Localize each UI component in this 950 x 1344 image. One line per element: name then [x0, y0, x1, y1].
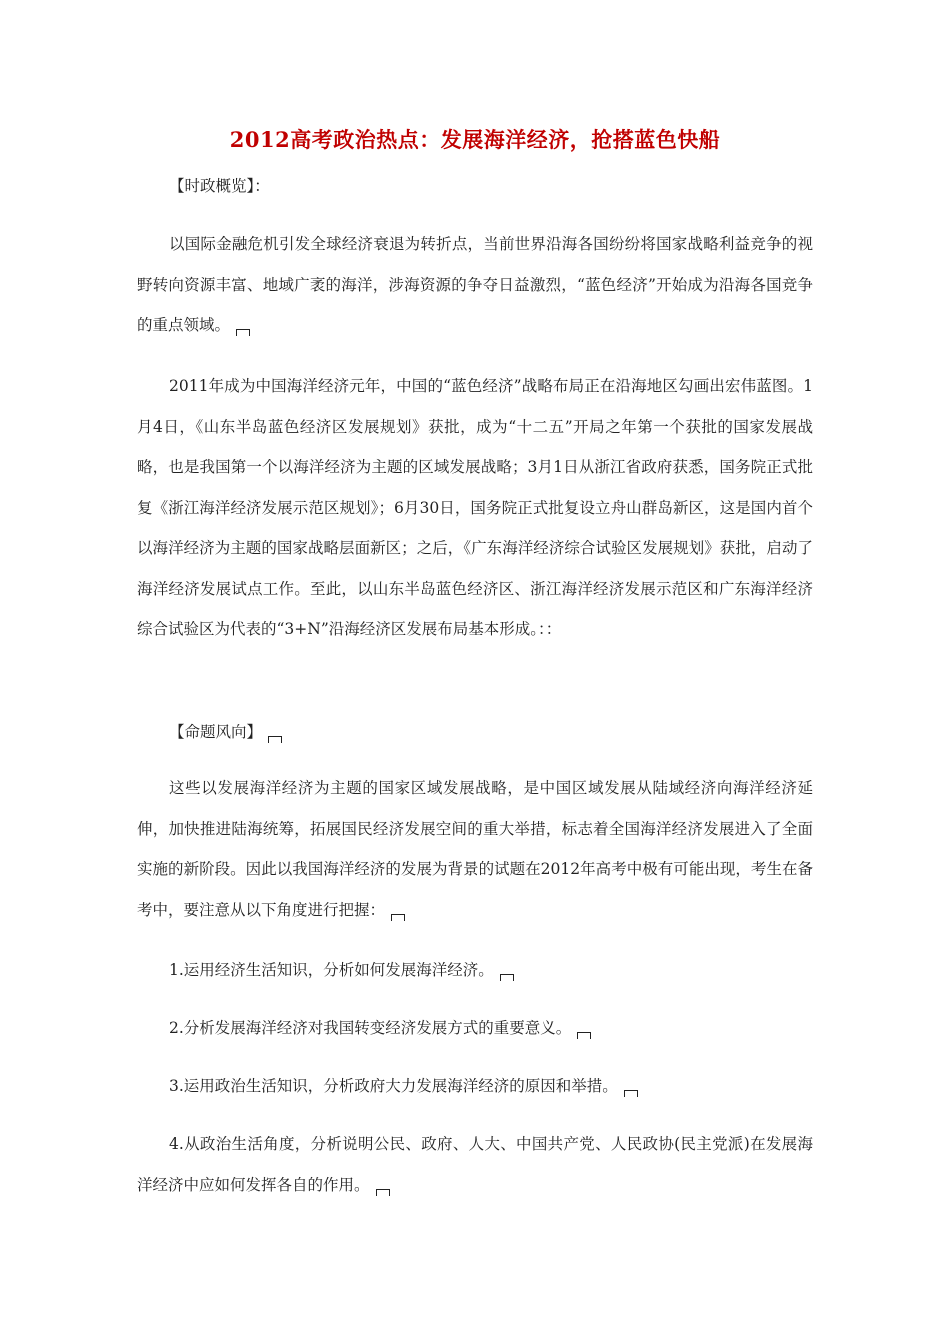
paragraph-mark-icon — [236, 329, 250, 336]
list-item-4: 4.从政治生活角度，分析说明公民、政府、人大、中国共产党、人民政协(民主党派)在发展海洋经济中应如何发挥各自的作用。 — [137, 1135, 813, 1194]
document-title: 2012高考政治热点：发展海洋经济，抢搭蓝色快船 — [229, 127, 721, 152]
paragraph-overview-2: 2011年成为中国海洋经济元年，中国的“蓝色经济”战略布局正在沿海地区勾画出宏伟蓝图。1月4日，《山东半岛蓝色经济区发展规划》获批，成为“十二五”开局之年第一个获批的国家发展战略，也是我国第一个以海洋经济为主题的区域发展战略；3月1日从浙江省政府获悉，国务院正式批复《浙江海洋经济发展示范区规划》；6月30日，国务院正式批复设立舟山群岛新区，这是国内首个以海洋经济为主题的国家战略层面新区；之后，《广东海洋经济综合试验区发展规划》获批，启动了海洋经济发展试点工作。至此，以山东半岛蓝色经济区、浙江海洋经济发展示范区和广东海洋经济综合试验区为代表的“3+N”沿海经济区发展布局基本形成。：： — [137, 377, 813, 638]
paragraph-direction: 这些以发展海洋经济为主题的国家区域发展战略，是中国区域发展从陆域经济向海洋经济延伸，加快推进陆海统筹，拓展国民经济发展空间的重大举措，标志着全国海洋经济发展进入了全面实施的新阶段。因此以我国海洋经济的发展为背景的试题在2012年高考中极有可能出现，考生在备考中，要注意从以下角度进行把握： — [137, 779, 813, 919]
paragraph-mark-icon — [624, 1090, 638, 1097]
paragraph-mark-icon — [500, 974, 514, 981]
list-item-1: 1.运用经济生活知识，分析如何发展海洋经济。 — [137, 950, 813, 991]
list-item-2: 2.分析发展海洋经济对我国转变经济发展方式的重要意义。 — [137, 1008, 813, 1049]
section-heading-direction: 【命题风向】 — [169, 720, 282, 744]
paragraph-mark-icon — [391, 914, 405, 921]
section-heading-overview: 【时政概览】： — [169, 177, 270, 195]
paragraph-mark-icon — [577, 1032, 591, 1039]
list-item-3: 3.运用政治生活知识，分析政府大力发展海洋经济的原因和举措。 — [137, 1066, 813, 1107]
paragraph-mark-icon — [268, 736, 282, 743]
paragraph-mark-icon — [376, 1189, 390, 1196]
paragraph-overview-1: 以国际金融危机引发全球经济衰退为转折点，当前世界沿海各国纷纷将国家战略利益竞争的视野转向资源丰富、地域广袤的海洋，涉海资源的争夺日益激烈，“蓝色经济”开始成为沿海各国竞争的重点领域。 — [137, 235, 813, 334]
